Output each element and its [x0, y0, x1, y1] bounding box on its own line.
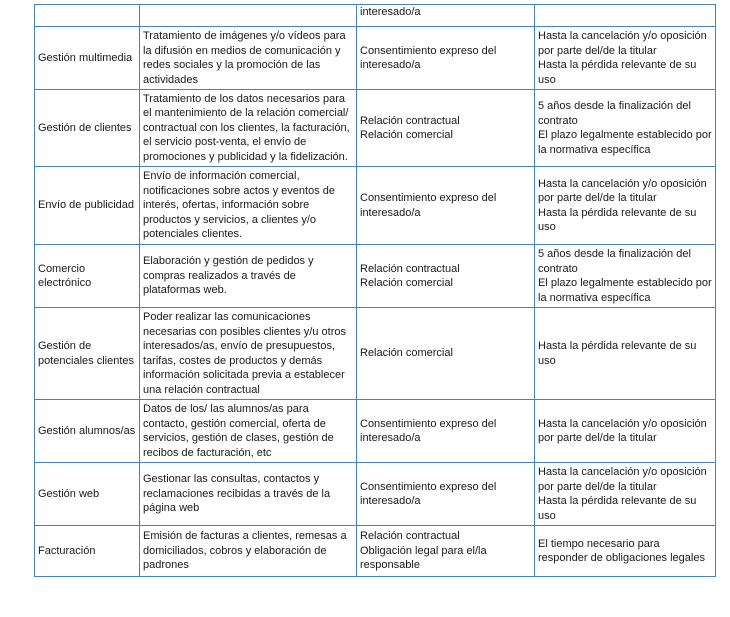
purpose-cell: Elaboración y gestión de pedidos y compras realizados a través de plataformas web.: [140, 245, 357, 308]
legal-basis-line: Obligación legal para el/la responsable: [360, 544, 487, 572]
retention-line: Hasta la pérdida relevante de su uso: [538, 340, 697, 367]
legal-basis-line: Relación comercial: [360, 129, 453, 141]
table-row: [35, 167, 716, 245]
retention-line: Hasta la pérdida relevante de su uso: [538, 206, 697, 233]
purpose-cell: Poder realizar las comunicaciones necesarias con posibles clientes y/u otros interesados/as, envío de presupuestos, tarifas, costes de productos y demás información solicitada previa a establecer una relación contractual: [140, 308, 357, 400]
legal-basis-cell: [357, 90, 535, 167]
retention-line: 5 años desde la finalización del contrato: [538, 248, 691, 275]
activity-cell: Facturación: [35, 526, 140, 577]
legal-basis-cell: [357, 245, 535, 308]
retention-line: Hasta la pérdida relevante de su uso: [538, 495, 697, 522]
activity-cell: Gestión web: [35, 463, 140, 526]
retention-cell: [535, 245, 716, 308]
purpose-cell: Tratamiento de los datos necesarios para el mantenimiento de la relación comercial/ contractual con los clientes, la facturación, el servicio post-venta, el envío de promociones y publicidad y la fidelización.: [140, 90, 357, 167]
purpose-cell: Emisión de facturas a clientes, remesas a domiciliados, cobros y elaboración de padrones: [140, 526, 357, 577]
legal-basis-cell: [357, 400, 535, 463]
legal-basis-line: Consentimiento expreso del interesado/a: [360, 417, 497, 444]
purpose-cell: Datos de los/ las alumnos/as para contacto, gestión comercial, oferta de servicios, gestión de clases, gestión de recibos de facturación, etc: [140, 400, 357, 463]
legal-basis-cell: [357, 167, 535, 245]
retention-line: Hasta la cancelación y/o oposición por parte del/de la titular: [538, 30, 707, 57]
retention-line: El plazo legalmente establecido por la normativa específica: [538, 129, 712, 156]
purpose-cell: Gestionar las consultas, contactos y reclamaciones recibidas a través de la página web: [140, 463, 357, 526]
legal-basis-cell: [357, 308, 535, 400]
activity-cell: [35, 5, 140, 27]
table-row: [35, 90, 716, 167]
table-row: [35, 5, 716, 27]
legal-basis-line: interesado/a: [360, 6, 421, 18]
retention-line: Hasta la cancelación y/o oposición por parte del/de la titular: [538, 466, 707, 493]
retention-cell: [535, 27, 716, 90]
table-row: [35, 308, 716, 400]
table-row: [35, 245, 716, 308]
legal-basis-cell: [357, 463, 535, 526]
purpose-cell: [140, 5, 357, 27]
table-body: [35, 5, 716, 577]
activity-cell: Gestión de clientes: [35, 90, 140, 167]
retention-cell: [535, 167, 716, 245]
purpose-cell: Envío de información comercial, notificaciones sobre actos y eventos de interés, ofertas, información sobre productos y servicios, a clientes y/o potenciales clientes.: [140, 167, 357, 245]
table-row: [35, 526, 716, 577]
retention-line: El tiempo necesario para responder de obligaciones legales: [538, 537, 705, 564]
legal-basis-cell: [357, 526, 535, 577]
retention-line: Hasta la cancelación y/o oposición por parte del/de la titular: [538, 177, 707, 204]
retention-cell: [535, 526, 716, 577]
retention-cell: [535, 308, 716, 400]
retention-cell: [535, 400, 716, 463]
data-processing-table-container: [34, 4, 715, 577]
retention-line: 5 años desde la finalización del contrato: [538, 100, 691, 127]
table-row: [35, 400, 716, 463]
retention-line: Hasta la cancelación y/o oposición por parte del/de la titular: [538, 417, 707, 444]
activity-cell: Gestión alumnos/as: [35, 400, 140, 463]
data-processing-table: [34, 4, 716, 577]
legal-basis-line: Relación contractual: [360, 262, 460, 275]
legal-basis-line: Relación comercial: [360, 347, 453, 360]
table-row: [35, 27, 716, 90]
activity-cell: Envío de publicidad: [35, 167, 140, 245]
activity-cell: Gestión de potenciales clientes: [35, 308, 140, 400]
purpose-cell: Tratamiento de imágenes y/o vídeos para la difusión en medios de comunicación y redes sociales y la promoción de las actividades: [140, 27, 357, 90]
legal-basis-cell: [357, 27, 535, 90]
retention-line: El plazo legalmente establecido por la normativa específica: [538, 277, 712, 304]
legal-basis-cell: [357, 5, 535, 27]
legal-basis-line: Consentimiento expreso del interesado/a: [360, 192, 497, 219]
legal-basis-line: Relación contractual: [360, 114, 460, 127]
retention-cell: [535, 90, 716, 167]
retention-cell: [535, 5, 716, 27]
legal-basis-line: Consentimiento expreso del interesado/a: [360, 480, 497, 507]
activity-cell: Gestión multimedia: [35, 27, 140, 90]
legal-basis-line: Relación comercial: [360, 277, 453, 289]
retention-cell: [535, 463, 716, 526]
legal-basis-line: Relación contractual: [360, 530, 460, 543]
retention-line: Hasta la pérdida relevante de su uso: [538, 59, 697, 86]
activity-cell: Comercio electrónico: [35, 245, 140, 308]
legal-basis-line: Consentimiento expreso del interesado/a: [360, 44, 497, 71]
table-row: [35, 463, 716, 526]
